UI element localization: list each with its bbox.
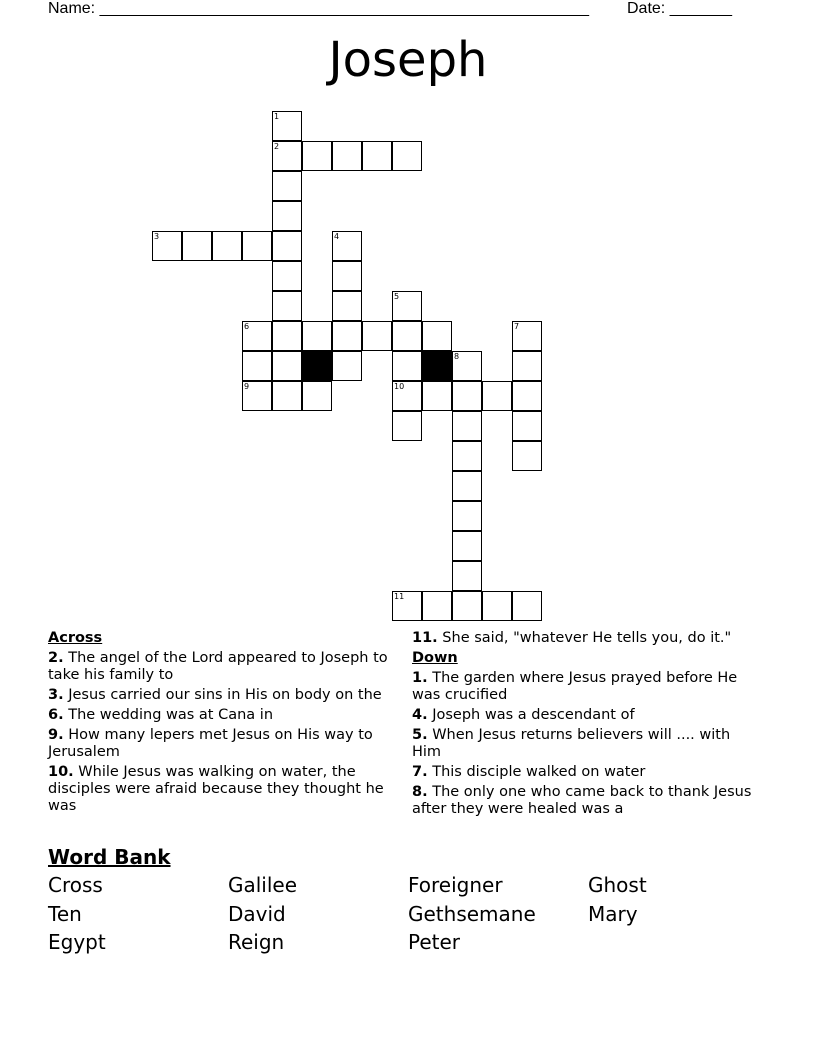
clue-text: She said, "whatever He tells you, do it.": [437, 630, 732, 646]
grid-cell[interactable]: [512, 441, 542, 471]
clue-text: The only one who came back to thank Jesus after they were healed was a: [412, 784, 752, 817]
grid-cell[interactable]: [332, 261, 362, 291]
clue-number: 11: [394, 592, 405, 601]
clue: [412, 764, 762, 781]
grid-cell[interactable]: [332, 291, 362, 321]
grid-cell[interactable]: [392, 381, 422, 411]
grid-cell[interactable]: [512, 381, 542, 411]
clue-number: 3.: [48, 687, 64, 703]
across-clue-list: [48, 650, 398, 815]
grid-cell[interactable]: [332, 351, 362, 381]
grid-cell[interactable]: [302, 321, 332, 351]
grid-cell[interactable]: [512, 321, 542, 351]
grid-cell[interactable]: [242, 351, 272, 381]
word-bank-title: Word Bank: [48, 845, 171, 869]
grid-cell[interactable]: [452, 471, 482, 501]
grid-cell[interactable]: [272, 261, 302, 291]
grid-cell[interactable]: [272, 141, 302, 171]
word-bank-item: Cross: [48, 873, 103, 897]
grid-cell[interactable]: [182, 231, 212, 261]
clue-number: 7: [514, 322, 520, 331]
clue-number: 9: [244, 382, 250, 391]
grid-cell[interactable]: [452, 531, 482, 561]
word-bank-item: Mary: [588, 901, 638, 926]
grid-cell[interactable]: [272, 351, 302, 381]
grid-cell[interactable]: [452, 561, 482, 591]
grid-cell[interactable]: [212, 231, 242, 261]
grid-cell[interactable]: [272, 201, 302, 231]
word-bank-item: Peter: [408, 930, 461, 954]
clue: [48, 707, 398, 724]
grid-cell[interactable]: [452, 501, 482, 531]
grid-cell[interactable]: [242, 381, 272, 411]
clue: [48, 650, 398, 684]
clue-number: 2.: [48, 650, 64, 666]
clue-text: The wedding was at Cana in: [63, 707, 274, 723]
grid-cell[interactable]: [392, 141, 422, 171]
clue-number: 6.: [48, 707, 64, 723]
grid-cell[interactable]: [392, 411, 422, 441]
clue: [412, 784, 762, 818]
grid-cell[interactable]: [272, 171, 302, 201]
clue-number: 3: [154, 232, 160, 241]
grid-cell[interactable]: [332, 141, 362, 171]
clue-number: 4.: [412, 707, 428, 723]
clue-number: 6: [244, 322, 250, 331]
grid-cell[interactable]: [422, 381, 452, 411]
clue-number: 5: [394, 292, 400, 301]
grid-cell[interactable]: [392, 291, 422, 321]
grid-cell-black: [302, 351, 332, 381]
grid-cell[interactable]: [452, 441, 482, 471]
grid-cell[interactable]: [332, 321, 362, 351]
clue-number: 5.: [412, 727, 428, 743]
clue-text: The garden where Jesus prayed before He was crucified: [412, 670, 738, 703]
grid-cell[interactable]: [512, 591, 542, 621]
clues-left-column: [48, 630, 398, 818]
word-bank-item: Gethsemane: [408, 901, 536, 926]
clue-text: How many lepers met Jesus on His way to Jerusalem: [48, 727, 373, 760]
grid-cell[interactable]: [302, 141, 332, 171]
word-bank-item: Ten: [48, 901, 82, 926]
grid-cell[interactable]: [302, 381, 332, 411]
down-clue-list: [412, 670, 762, 818]
across-heading: Across: [48, 630, 103, 646]
grid-cell[interactable]: [272, 291, 302, 321]
clue: [412, 670, 762, 704]
clue-text: Joseph was a descendant of: [427, 707, 635, 723]
clue-number: 8.: [412, 784, 428, 800]
clue-text: While Jesus was walking on water, the disciples were afraid because they thought he was: [48, 764, 384, 814]
word-bank-item: Galilee: [228, 873, 298, 897]
grid-cell[interactable]: [272, 111, 302, 141]
grid-cell[interactable]: [512, 411, 542, 441]
grid-cell[interactable]: [152, 231, 182, 261]
grid-cell[interactable]: [272, 321, 302, 351]
grid-cell[interactable]: [422, 321, 452, 351]
clue-number: 10: [394, 382, 405, 391]
grid-cell[interactable]: [332, 231, 362, 261]
grid-cell[interactable]: [242, 321, 272, 351]
grid-cell[interactable]: [392, 591, 422, 621]
grid-cell[interactable]: [452, 591, 482, 621]
grid-cell[interactable]: [272, 381, 302, 411]
grid-cell[interactable]: [482, 381, 512, 411]
clue-number: 1.: [412, 670, 428, 686]
word-bank-item: Ghost: [588, 873, 647, 897]
date-field-line: Date: _______: [627, 0, 732, 17]
down-heading: Down: [412, 650, 458, 666]
clue-text: When Jesus returns believers will .... with Him: [412, 727, 731, 760]
grid-cell[interactable]: [392, 351, 422, 381]
word-bank-item: Reign: [228, 930, 285, 954]
clue-number: 4: [334, 232, 340, 241]
word-bank-item: Egypt: [48, 930, 106, 954]
clue-number: 1: [274, 112, 280, 121]
clue-text: This disciple walked on water: [427, 764, 646, 780]
across-clue-list-continued: [412, 630, 762, 647]
clue: [48, 727, 398, 761]
grid-cell[interactable]: [452, 351, 482, 381]
name-field-line: Name: _______________________________________________________: [48, 0, 589, 17]
word-bank-item: David: [228, 901, 286, 926]
clue-number: 11.: [412, 630, 438, 646]
grid-cell[interactable]: [512, 351, 542, 381]
grid-cell[interactable]: [422, 591, 452, 621]
grid-cell[interactable]: [452, 411, 482, 441]
clue-number: 9.: [48, 727, 64, 743]
grid-cell[interactable]: [452, 381, 482, 411]
grid-cell[interactable]: [362, 141, 392, 171]
page-title: Joseph: [328, 32, 488, 88]
clue-text: Jesus carried our sins in His on body on the: [63, 687, 382, 703]
clue-text: The angel of the Lord appeared to Joseph to take his family to: [48, 650, 388, 683]
word-bank-item: Foreigner: [408, 873, 503, 897]
clue: [412, 707, 762, 724]
clue-number: 7.: [412, 764, 428, 780]
grid-cell[interactable]: [362, 321, 392, 351]
clue: [48, 687, 398, 704]
grid-cell-black: [422, 351, 452, 381]
clue: [412, 727, 762, 761]
grid-cell[interactable]: [242, 231, 272, 261]
clues-right-column: [412, 630, 762, 821]
clue: [48, 764, 398, 815]
clue-number: 10.: [48, 764, 74, 780]
clue-number: 2: [274, 142, 280, 151]
clue-number: 8: [454, 352, 460, 361]
grid-cell[interactable]: [482, 591, 512, 621]
grid-cell[interactable]: [272, 231, 302, 261]
clue: [412, 630, 762, 647]
grid-cell[interactable]: [392, 321, 422, 351]
